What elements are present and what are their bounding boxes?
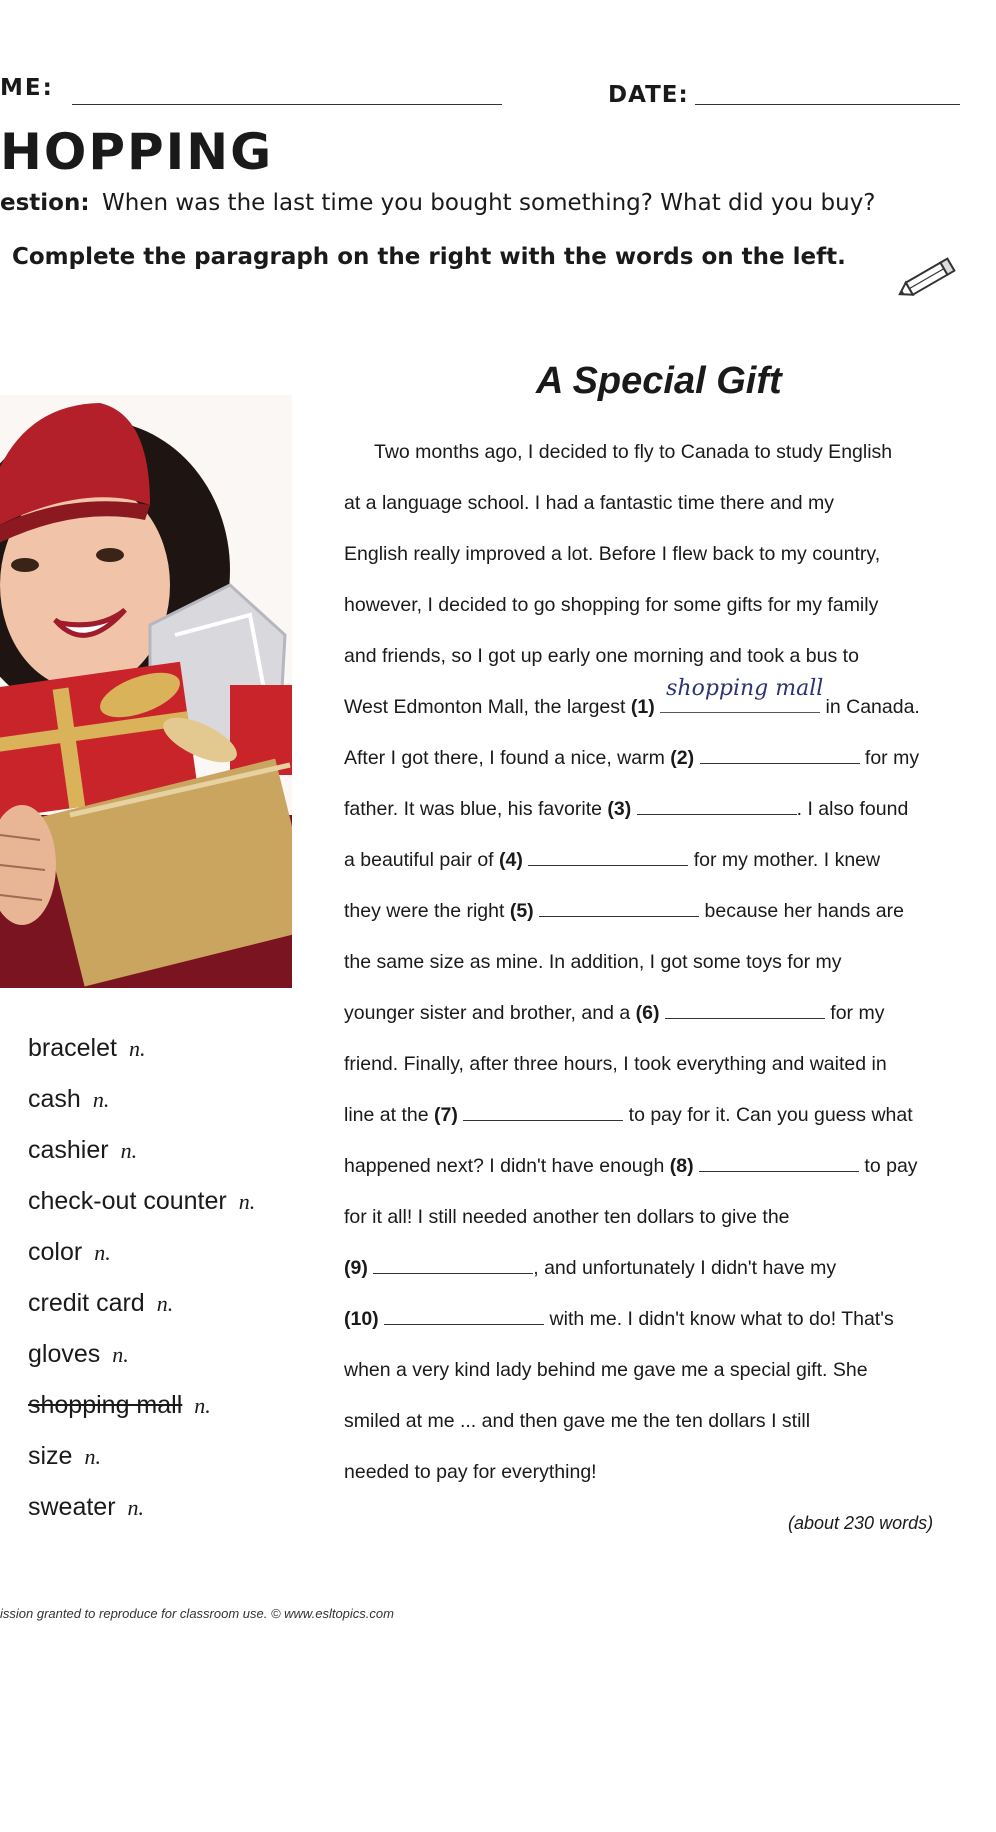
pencil-icon [893, 254, 963, 304]
story-text: at a language school. I had a fantastic time there and my [344, 492, 834, 514]
blank-number: (6) [635, 1002, 665, 1024]
story-line [344, 529, 920, 580]
story-text: younger sister and brother, and a [344, 1002, 636, 1024]
answer-blank[interactable] [384, 1306, 544, 1325]
word-bank-item [28, 1340, 255, 1391]
blank-number: (9) [344, 1257, 374, 1279]
story-text: smiled at me ... and then gave me the ten dollars I still [344, 1410, 811, 1432]
blank-number: (8) [669, 1155, 699, 1177]
story-text: . I also found [796, 798, 909, 820]
word-bank-word: cash [28, 1085, 81, 1113]
story-paragraph [344, 427, 920, 1498]
story-text: with me. I didn't know what to do! That's [544, 1308, 894, 1330]
word-bank-item [28, 1493, 255, 1544]
story-text: for my [824, 1002, 885, 1024]
word-bank-item [28, 1391, 255, 1442]
answer-blank[interactable] [463, 1102, 623, 1121]
story-line [344, 1243, 920, 1294]
part-of-speech: n. [156, 1291, 174, 1316]
story-text: to pay [859, 1155, 918, 1177]
word-bank-item [28, 1442, 255, 1493]
answer-blank[interactable] [665, 1000, 825, 1019]
part-of-speech: n. [238, 1189, 256, 1214]
story-line [344, 676, 920, 733]
answer-blank[interactable] [699, 1153, 859, 1172]
woman-with-gifts-photo [0, 395, 292, 988]
story-line [344, 1294, 920, 1345]
answer-blank[interactable] [528, 847, 688, 866]
handwritten-answer: shopping mall [666, 676, 824, 701]
word-bank-word: shopping mall [28, 1391, 183, 1419]
story-text: After I got there, I found a nice, warm [344, 747, 671, 769]
story-text: however, I decided to go shopping for some gifts for my family [344, 594, 879, 616]
word-bank-word: color [28, 1238, 83, 1266]
blank-number: (3) [607, 798, 637, 820]
answer-blank[interactable] [660, 676, 824, 713]
part-of-speech: n. [128, 1036, 146, 1061]
story-line [344, 1345, 920, 1396]
story-line [344, 784, 920, 835]
story-line [344, 1141, 920, 1192]
answer-blank[interactable] [539, 898, 699, 917]
word-bank-word: check-out counter [28, 1187, 227, 1215]
blank-number: (1) [630, 696, 661, 718]
story-line [344, 1447, 920, 1498]
part-of-speech: n. [127, 1495, 145, 1520]
part-of-speech: n. [120, 1138, 138, 1163]
story-text: for it all! I still needed another ten dollars to give the [344, 1206, 790, 1228]
story-line [344, 580, 920, 631]
word-bank-item [28, 1085, 255, 1136]
date-label: DATE: [608, 82, 689, 108]
story-text: father. It was blue, his favorite [344, 798, 608, 820]
story-text: the same size as mine. In addition, I got some toys for my [344, 951, 842, 973]
word-count: (about 230 words) [788, 1513, 934, 1533]
instruction-text: Complete the paragraph on the right with the words on the left. [12, 244, 846, 270]
word-bank-word: gloves [28, 1340, 101, 1368]
answer-blank[interactable] [373, 1255, 533, 1274]
story-line [344, 733, 920, 784]
story-text: happened next? I didn't have enough [344, 1155, 670, 1177]
story-text: to pay for it. Can you guess what [623, 1104, 913, 1126]
story-text: English really improved a lot. Before I flew back to my country, [344, 543, 881, 565]
story-text: for my mother. I knew [688, 849, 881, 871]
story-title: A Special Gift [536, 360, 782, 402]
story-line [344, 427, 920, 478]
word-bank-word: sweater [28, 1493, 116, 1521]
part-of-speech: n. [94, 1240, 111, 1265]
blank-number: (2) [670, 747, 700, 769]
story-line [344, 835, 920, 886]
question-line [0, 190, 876, 216]
word-bank-word: credit card [28, 1289, 145, 1317]
name-label: ME: [0, 75, 54, 101]
story-text: Two months ago, I decided to fly to Canada to study English [374, 441, 893, 463]
word-bank-word: size [28, 1442, 73, 1470]
copyright-footer: ission granted to reproduce for classroom use. © www.esltopics.com [0, 1606, 394, 1621]
story-text: for my [859, 747, 920, 769]
word-bank-item [28, 1187, 255, 1238]
story-text: because her hands are [699, 900, 904, 922]
blank-number: (4) [499, 849, 529, 871]
word-bank-item [28, 1289, 255, 1340]
story-line [344, 886, 920, 937]
story-text: line at the [344, 1104, 434, 1126]
story-line [344, 631, 920, 682]
question-text: When was the last time you bought something? What did you buy? [102, 190, 876, 216]
story-line [344, 1192, 920, 1243]
story-text: a beautiful pair of [344, 849, 500, 871]
part-of-speech: n. [194, 1393, 211, 1418]
story-line [344, 1396, 920, 1447]
blank-number: (10) [344, 1308, 385, 1330]
story-text: needed to pay for everything! [344, 1461, 597, 1483]
word-bank-item [28, 1238, 255, 1289]
story-line [344, 937, 920, 988]
story-line [344, 1039, 920, 1090]
word-bank-word: cashier [28, 1136, 109, 1164]
word-bank-item [28, 1136, 255, 1187]
story-line [344, 988, 920, 1039]
word-bank [28, 1034, 255, 1544]
blank-number: (5) [509, 900, 540, 922]
story-text: , and unfortunately I didn't have my [533, 1257, 837, 1279]
name-field-line[interactable] [72, 104, 502, 105]
blank-number: (7) [433, 1104, 464, 1126]
question-label: estion: [0, 190, 90, 216]
story-text: in Canada. [820, 696, 920, 718]
page-title: HOPPING [0, 123, 274, 181]
story-text: West Edmonton Mall, the largest [344, 696, 631, 718]
date-field-line[interactable] [695, 104, 960, 105]
word-bank-word: bracelet [28, 1034, 117, 1062]
part-of-speech: n. [112, 1342, 129, 1367]
story-text: friend. Finally, after three hours, I took everything and waited in [344, 1053, 887, 1075]
story-text: and friends, so I got up early one morning and took a bus to [344, 645, 859, 667]
answer-blank[interactable] [637, 796, 797, 815]
story-line [344, 1090, 920, 1141]
story-line [344, 478, 920, 529]
answer-blank[interactable] [700, 745, 860, 764]
story-text: when a very kind lady behind me gave me a special gift. She [344, 1359, 868, 1381]
story-text: they were the right [344, 900, 510, 922]
part-of-speech: n. [92, 1087, 110, 1112]
part-of-speech: n. [84, 1444, 101, 1469]
word-bank-item [28, 1034, 255, 1085]
